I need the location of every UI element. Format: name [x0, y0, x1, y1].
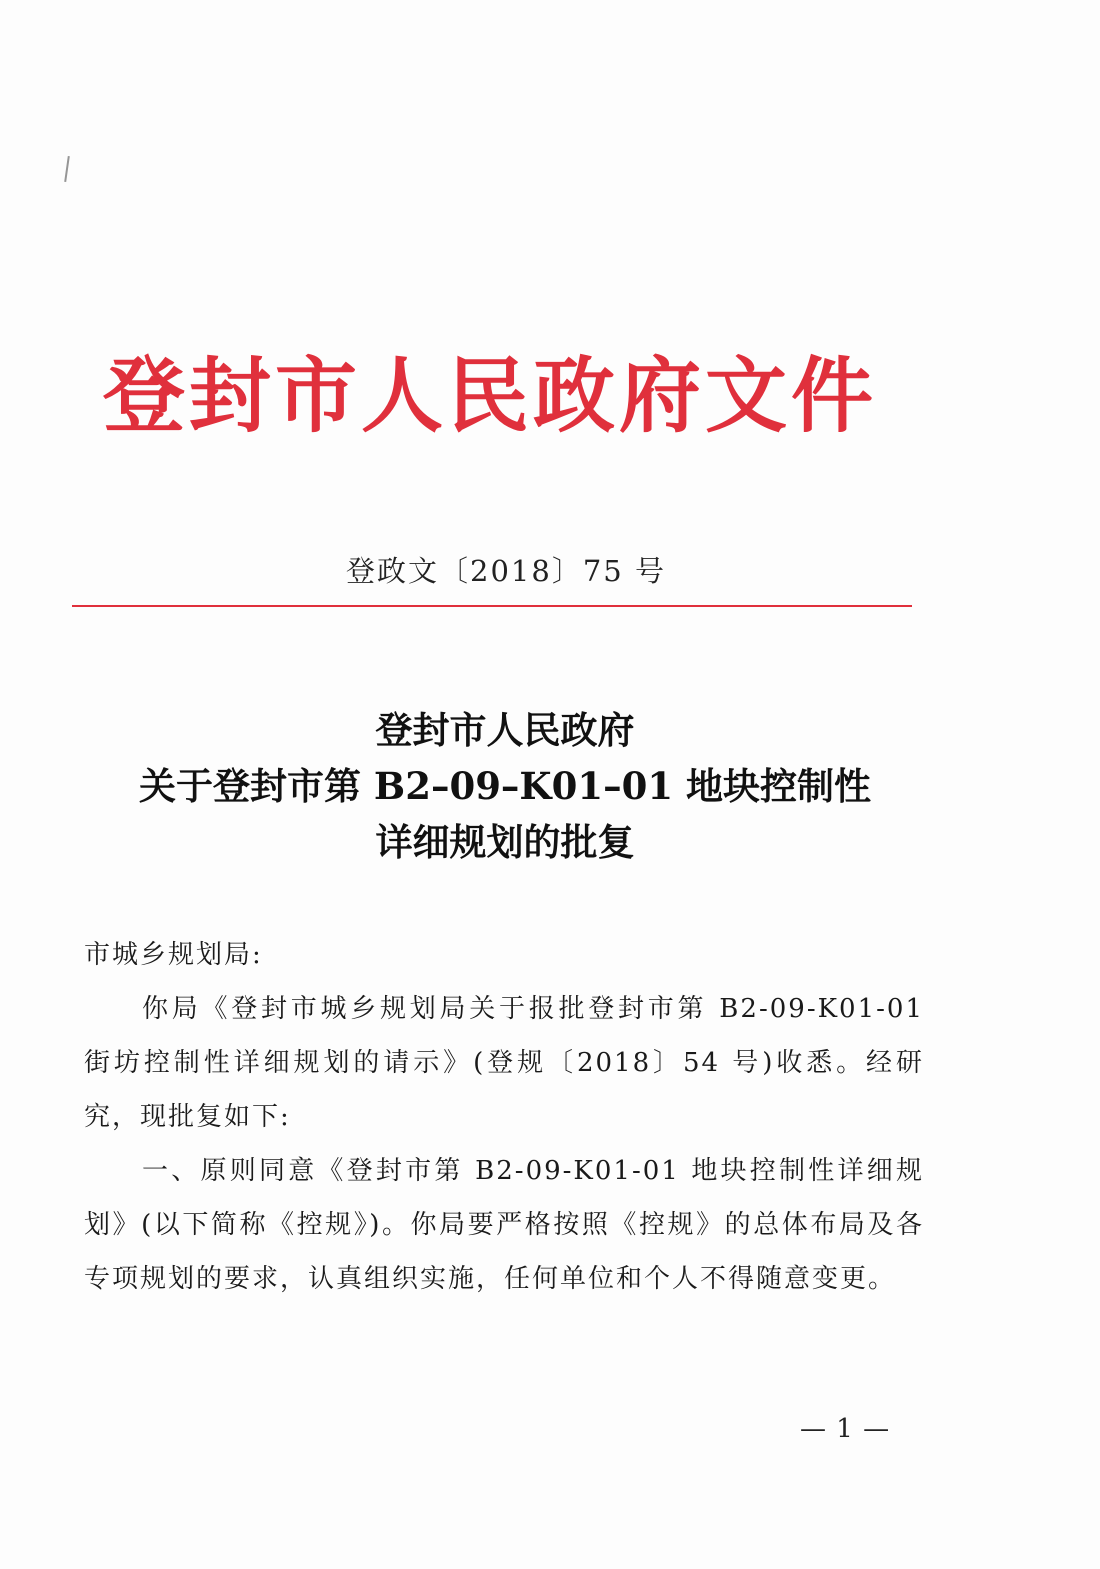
title-line-1: 登封市人民政府	[375, 708, 635, 752]
body-paragraph-1: 你局《登封市城乡规划局关于报批登封市第 B2-09-K01-01 街坊控制性详细规划的请示》(登规〔2018〕54 号)收悉。经研究，现批复如下:	[84, 994, 924, 1132]
page-number: — 1 —	[800, 1414, 891, 1444]
scan-artifact-mark	[64, 156, 70, 182]
document-number: 登政文〔2018〕75 号	[346, 554, 666, 588]
issuer-header: 登封市人民政府文件	[102, 348, 877, 444]
document-title	[0, 702, 1010, 870]
document-body	[84, 928, 924, 1306]
title-line-3: 详细规划的批复	[375, 820, 635, 864]
header-divider	[72, 605, 912, 607]
title-line-2: 关于登封市第 B2–09–K01–01 地块控制性	[139, 764, 871, 808]
addressee: 市城乡规划局:	[84, 940, 263, 970]
body-paragraph-2: 一、原则同意《登封市第 B2-09-K01-01 地块控制性详细规划》(以下简称《控规》)。你局要严格按照《控规》的总体布局及各专项规划的要求，认真组织实施，任何单位和个人不得随意变更。	[84, 1156, 924, 1294]
